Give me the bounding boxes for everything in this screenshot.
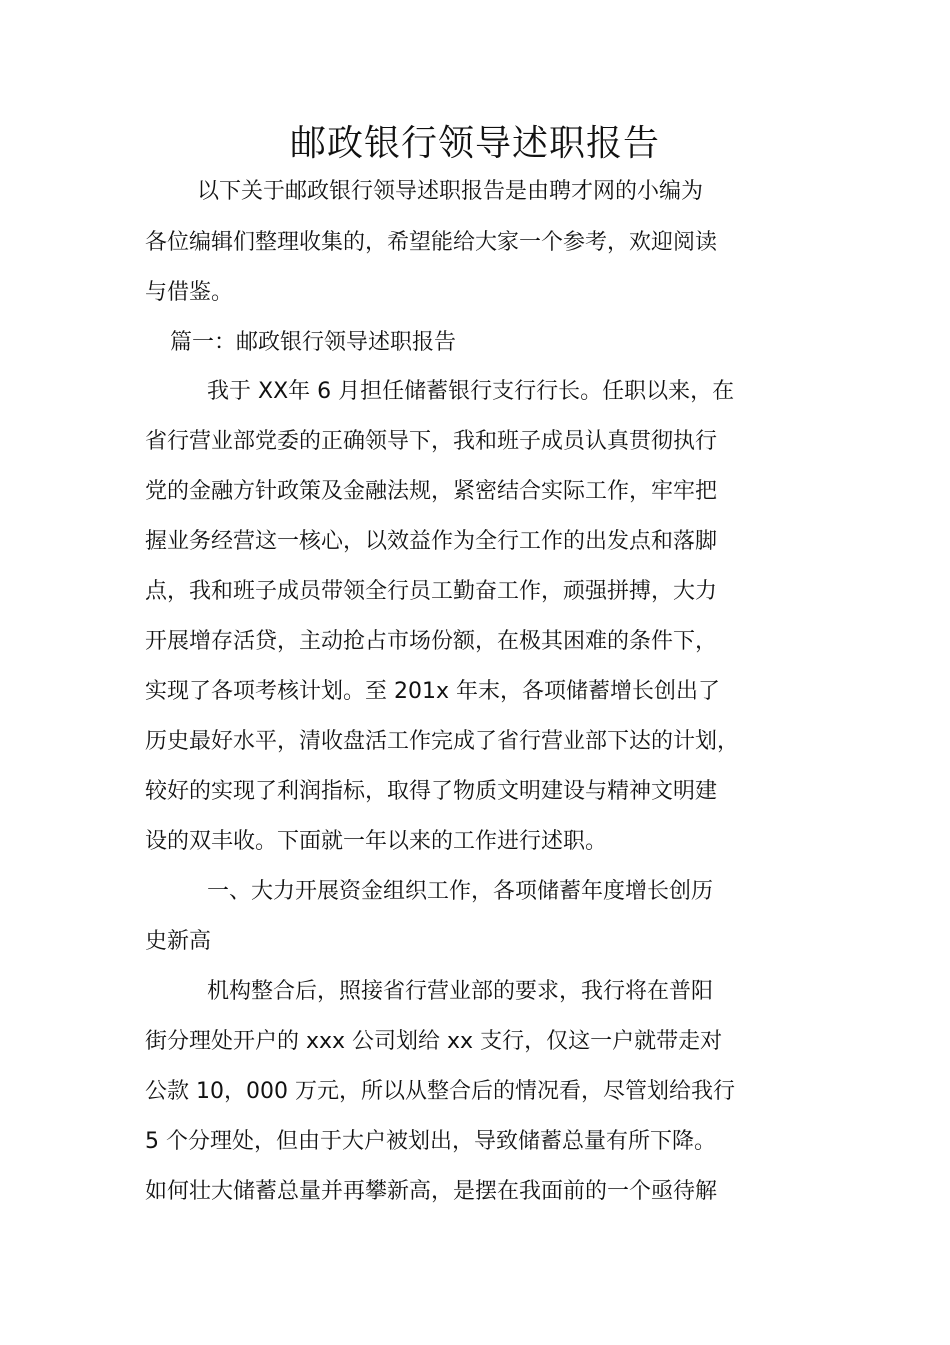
body-line: 设的双丰收。下面就一年以来的工作进行述职。 bbox=[145, 829, 608, 854]
subheading-line: 史新高 bbox=[145, 929, 212, 954]
body-line: 如何壮大储蓄总量并再攀新高，是摆在我面前的一个亟待解 bbox=[145, 1179, 718, 1204]
body-line: 握业务经营这一核心，以效益作为全行工作的出发点和落脚 bbox=[145, 529, 718, 554]
body-line: 以下关于邮政银行领导述职报告是由聘才网的小编为 bbox=[197, 179, 704, 204]
body-line: 历史最好水平，清收盘活工作完成了省行营业部下达的计划， bbox=[145, 729, 740, 754]
document-title: 邮政银行领导述职报告 bbox=[289, 123, 660, 164]
body-line: 公款 10，000 万元，所以从整合后的情况看，尽管划给我行 bbox=[145, 1079, 735, 1104]
body-line: 较好的实现了利润指标，取得了物质文明建设与精神文明建 bbox=[145, 779, 718, 804]
subheading-line: 一、大力开展资金组织工作，各项储蓄年度增长创历 bbox=[207, 879, 714, 904]
body-line: 实现了各项考核计划。至 201x 年末，各项储蓄增长创出了 bbox=[145, 679, 720, 704]
body-line: 我于 XX年 6 月担任储蓄银行支行行长。任职以来，在 bbox=[207, 379, 735, 404]
body-line: 与借鉴。 bbox=[145, 280, 234, 305]
body-line: 点，我和班子成员带领全行员工勤奋工作，顽强拼搏，大力 bbox=[145, 579, 718, 604]
body-line: 机构整合后，照接省行营业部的要求，我行将在普阳 bbox=[207, 979, 714, 1004]
body-line: 街分理处开户的 xxx 公司划给 xx 支行，仅这一户就带走对 bbox=[145, 1029, 723, 1054]
body-line: 开展增存活贷，主动抢占市场份额，在极其困难的条件下， bbox=[145, 629, 718, 654]
section-heading: 篇一：邮政银行领导述职报告 bbox=[170, 330, 457, 355]
body-line: 省行营业部党委的正确领导下，我和班子成员认真贯彻执行 bbox=[145, 429, 718, 454]
body-line: 5 个分理处，但由于大户被划出，导致储蓄总量有所下降。 bbox=[145, 1129, 716, 1154]
body-line: 各位编辑们整理收集的，希望能给大家一个参考，欢迎阅读 bbox=[145, 230, 718, 255]
body-line: 党的金融方针政策及金融法规，紧密结合实际工作，牢牢把 bbox=[145, 479, 718, 504]
